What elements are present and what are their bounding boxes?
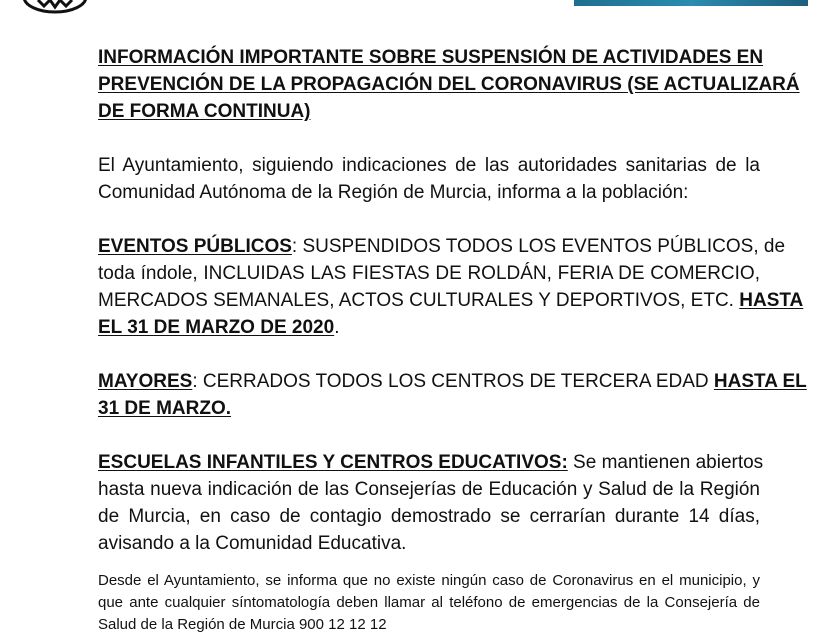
mayores-deadline: HASTA EL (713, 371, 807, 392)
header-banner-image (574, 0, 808, 6)
footer-note (98, 570, 760, 636)
title-line: INFORMACIÓN IMPORTANTE SOBRE SUSPENSIÓN DE ACTIVIDADES EN (98, 47, 764, 68)
intro-paragraph (98, 152, 760, 206)
title-line: DE FORMA CONTINUA) (98, 101, 311, 122)
mayores-paragraph (98, 368, 807, 422)
intro-line: Comunidad Autónoma de la Región de Murcia, informa a la población: (98, 182, 689, 203)
escuelas-text: Se mantienen abiertos (567, 452, 764, 473)
mayores-heading: MAYORES (98, 371, 193, 392)
footer-line: Salud de la Región de Murcia 900 12 12 12 (98, 616, 387, 633)
escuelas-heading: ESCUELAS INFANTILES Y CENTROS EDUCATIVOS: (98, 452, 568, 473)
notice-document (98, 44, 807, 557)
mayores-deadline: 31 DE MARZO. (98, 398, 232, 419)
escuelas-line: avisando a la Comunidad Educativa. (98, 533, 407, 554)
eventos-line (98, 287, 804, 314)
eventos-text: MERCADOS SEMANALES, ACTOS CULTURALES Y DEPORTIVOS, ETC. (98, 290, 740, 311)
escuelas-line: hasta nueva indicación de las Consejerías de Educación y Salud de la Región (98, 479, 760, 500)
intro-line: El Ayuntamiento, siguiendo indicaciones de las autoridades sanitarias de la (98, 155, 760, 176)
eventos-text: . (334, 317, 340, 338)
eventos-heading: EVENTOS PÚBLICOS (98, 236, 292, 257)
notice-title (98, 44, 800, 125)
eventos-deadline: HASTA (739, 290, 804, 311)
eventos-deadline: EL 31 DE MARZO DE 2020 (98, 317, 335, 338)
footer-line: que ante cualquier síntomatología deben llamar al teléfono de emergencias de la Consejería de (98, 594, 760, 611)
footer-line: Desde el Ayuntamiento, se informa que no existe ningún caso de Coronavirus en el municipio, y (98, 572, 760, 589)
eventos-text: SUSPENDIDOS TODOS LOS EVENTOS PÚBLICOS, de (297, 236, 786, 257)
eventos-paragraph (98, 233, 804, 341)
eventos-line (98, 314, 760, 341)
eventos-line (98, 233, 786, 260)
escuelas-line: de Murcia, en caso de contagio demostrado se cerrarían durante 14 días, (98, 506, 760, 527)
escuelas-line (98, 449, 764, 476)
municipal-crest-icon (22, 0, 88, 14)
eventos-line: toda índole, INCLUIDAS LAS FIESTAS DE ROLDÁN, FERIA DE COMERCIO, (98, 263, 760, 284)
mayores-line (98, 368, 807, 395)
eventos-colon: : (291, 236, 298, 257)
mayores-text: : CERRADOS TODOS LOS CENTROS DE TERCERA EDAD (192, 371, 714, 392)
escuelas-paragraph (98, 449, 764, 557)
title-line: PREVENCIÓN DE LA PROPAGACIÓN DEL CORONAVIRUS (SE ACTUALIZARÁ (98, 74, 800, 95)
